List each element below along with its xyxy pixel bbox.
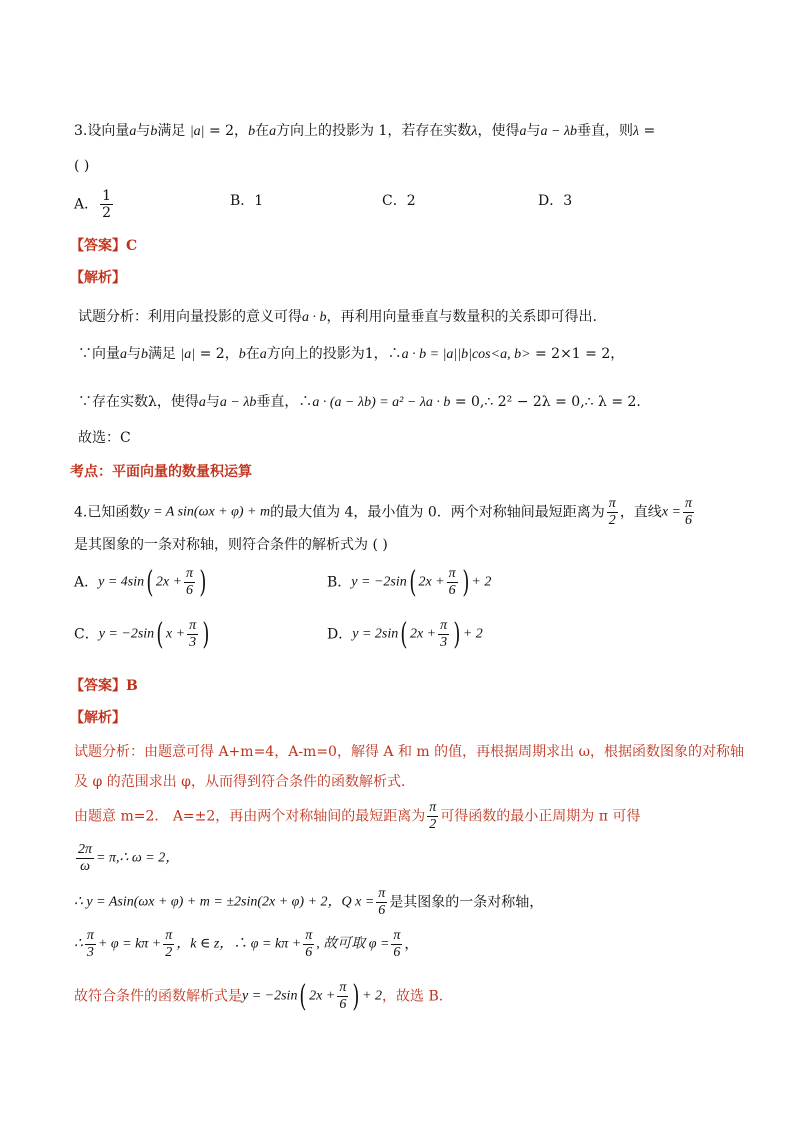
q4-analysis-text: 故符合条件的函数解析式是	[74, 988, 242, 1005]
plus-two: + 2	[462, 626, 483, 642]
plus-two: + 2	[471, 574, 492, 590]
q3-stem-text: 3.设向量	[74, 123, 130, 139]
q3-answer: 【答案】C	[70, 238, 138, 254]
denominator: ω	[80, 859, 90, 874]
paren-close: )	[462, 564, 470, 600]
q3-analysis-text: ，再利用向量垂直与数量积的关系即可得出.	[326, 309, 597, 325]
lambda: λ	[633, 124, 640, 139]
numerator: π	[440, 618, 448, 633]
q3-analysis-text: 垂直，∴	[256, 394, 313, 410]
q4-analysis-text: ，故选 B.	[382, 988, 444, 1005]
vec-b: b	[150, 124, 158, 139]
dot-expansion: a · b = |a||b|cos<a, b>	[401, 347, 531, 362]
fraction-pi-6	[303, 928, 314, 961]
numerator: π	[378, 886, 386, 901]
denominator: 6	[684, 513, 692, 528]
vec-b: b	[238, 347, 246, 362]
paren-open: (	[409, 564, 417, 600]
denominator: 3	[86, 945, 94, 960]
numerator: π	[393, 928, 401, 943]
numerator: π	[165, 928, 173, 943]
numerator: π	[189, 618, 197, 633]
q4-option-a	[74, 566, 209, 602]
denominator: 6	[393, 945, 401, 960]
fraction-pi-3	[187, 618, 198, 651]
option-label: D．	[327, 626, 353, 643]
q4-analysis-7	[74, 980, 443, 1020]
lambda: λ	[471, 124, 478, 139]
q4-analysis-text: + φ = kπ +	[97, 936, 162, 952]
vec-a: a	[269, 124, 277, 139]
paren-open: (	[146, 564, 154, 600]
numerator: π	[608, 496, 616, 511]
q3-point: 考点：平面向量的数量积运算	[70, 464, 252, 480]
denominator: 2	[102, 205, 112, 221]
q3-analysis-text: 与	[127, 346, 141, 362]
denominator: 6	[186, 583, 194, 598]
q4-analysis-6	[74, 928, 418, 964]
q3-analysis-text: = 0,∴ 2² − 2λ = 0,∴ λ = 2.	[454, 394, 641, 410]
denominator: 2	[429, 817, 437, 832]
numerator: π	[684, 496, 692, 511]
option-label: A．	[74, 196, 99, 213]
q3-analysis-text: 试题分析：利用向量投影的意义可得	[78, 309, 302, 325]
q3-analysis-text: ∵向量	[78, 346, 120, 362]
q3-stem-text: ，使得	[477, 123, 520, 139]
fraction-pi-3	[85, 928, 96, 961]
q3-option-a	[74, 188, 115, 222]
fraction-pi-6	[391, 928, 402, 961]
fraction-pi-6	[337, 980, 348, 1013]
option-label: C．	[74, 626, 99, 643]
arg: 2x +	[309, 988, 336, 1004]
q3-analysis-text: 满足	[148, 346, 176, 362]
fraction-pi-6	[683, 496, 694, 529]
q3-paren: ( )	[74, 158, 90, 174]
q4-option-b	[327, 566, 491, 602]
vec-a: a	[259, 347, 267, 362]
q3-option-d: D．3	[538, 193, 573, 209]
vec-a: a	[198, 395, 206, 410]
numerator: π	[86, 928, 94, 943]
option-c-expr: y = −2sin	[98, 626, 155, 642]
q4-analysis-text: 可得函数的最小正周期为 π 可得	[440, 808, 641, 825]
vec-expr: a − λb	[540, 124, 578, 139]
vec-a: a	[120, 347, 127, 362]
q4-analysis-text: 由题意 m=2． A=±2，再由两个对称轴间的最短距离为	[74, 808, 426, 825]
denominator: 6	[448, 583, 456, 598]
paren-close: )	[352, 978, 360, 1014]
numerator: 2π	[78, 842, 93, 857]
plus-two: + 2	[362, 988, 383, 1004]
vec-b: b	[248, 124, 256, 139]
q3-option-c: C．2	[382, 193, 416, 209]
arg: x +	[165, 626, 186, 642]
paren-open: (	[400, 616, 408, 652]
option-b-expr: y = −2sin	[351, 574, 407, 590]
fraction-2pi-omega	[76, 842, 94, 875]
q4-analysis-4	[74, 842, 179, 878]
q4-stem	[74, 496, 696, 530]
q4-analysis-text: ∴	[74, 936, 83, 952]
abs-a: |a|	[180, 347, 196, 362]
dot-product: a · b	[302, 310, 327, 325]
q4-analysis-1: 试题分析：由题意可得 A+m=4，A-m=0，解得 A 和 m 的值，再根据周期求出 ω，根据函数图象的对称轴	[74, 744, 745, 760]
option-label: B．	[327, 574, 352, 591]
q4-analysis-text: ，k ∈ z，∴ φ = kπ +	[176, 936, 302, 952]
vec-expr: a − λb	[219, 395, 257, 410]
q4-stem-text: ，直线	[619, 504, 662, 521]
denominator: 6	[378, 903, 386, 918]
q4-analysis-text: , 故可取 φ =	[316, 936, 390, 952]
q4-analysis-2: 及 φ 的范围求出 φ，从而得到符合条件的函数解析式．	[74, 774, 415, 790]
q4-analysis-text: ，	[404, 936, 419, 953]
fraction-half	[100, 188, 113, 221]
q3-analysis-text: = 2×1 = 2，	[534, 346, 625, 362]
q4-analysis-3	[74, 800, 640, 836]
q3-analysis-title: 【解析】	[70, 270, 126, 286]
option-a-expr: y = 4sin	[98, 574, 145, 590]
q4-stem-2: 是其图象的一条对称轴，则符合条件的解析式为 ( )	[74, 537, 388, 553]
q3-stem-text: =	[643, 123, 656, 139]
fraction-pi-2	[163, 928, 174, 961]
arg: 2x +	[418, 574, 445, 590]
vec-a: a	[129, 124, 137, 139]
q3-analysis-2	[78, 344, 624, 365]
q3-stem-text: 在	[255, 123, 270, 139]
vec-a: a	[519, 124, 527, 139]
q3-option-b: B．1	[230, 193, 264, 209]
q4-stem-text: 4.已知函数	[74, 504, 144, 521]
numerator: π	[448, 566, 456, 581]
paren-close: )	[453, 616, 461, 652]
q4-stem-text: 的最大值为 4，最小值为 0．两个对称轴间最短距离为	[270, 504, 605, 521]
denominator: 3	[440, 635, 448, 650]
q3-stem-text: 与	[136, 123, 151, 139]
fraction-pi-3	[438, 618, 449, 651]
denominator: 6	[339, 997, 347, 1012]
fraction-pi-6	[376, 886, 387, 919]
func-expr: y = A sin(ωx + φ) + m	[143, 504, 271, 520]
q4-answer: 【答案】B	[70, 678, 138, 694]
q4-analysis-text: 是其图象的一条对称轴，	[389, 894, 544, 911]
q4-option-c	[74, 618, 212, 654]
paren-close: )	[199, 564, 207, 600]
q3-analysis-text: 在	[245, 346, 260, 362]
denominator: 6	[305, 945, 313, 960]
q3-analysis-3	[78, 392, 641, 413]
line-x: x =	[661, 504, 681, 520]
q3-stem-text: 方向上的投影为 1，若存在实数	[276, 123, 472, 139]
numerator: 1	[102, 188, 112, 204]
numerator: π	[339, 980, 347, 995]
q3-analysis-text: 方向上的投影为1，∴	[266, 346, 402, 362]
abs-a: |a|	[189, 124, 205, 139]
numerator: π	[429, 800, 437, 815]
paren-open: (	[299, 978, 307, 1014]
arg: 2x +	[155, 574, 183, 590]
paren-open: (	[156, 616, 164, 652]
numerator: π	[186, 566, 194, 581]
q3-stem-text: 垂直，则	[577, 123, 634, 139]
q4-analysis-5	[74, 886, 543, 922]
fraction-pi-2	[607, 496, 618, 529]
q3-stem-text: = 2，	[208, 123, 249, 139]
q4-option-d	[327, 618, 483, 654]
q3-analysis-text: ∵存在实数λ，使得	[78, 394, 199, 410]
q3-stem-text: 与	[526, 123, 541, 139]
q3-analysis-text: = 2，	[199, 346, 239, 362]
q4-analysis-text: = π,∴ ω = 2，	[96, 850, 180, 866]
paren-close: )	[202, 616, 210, 652]
fraction-pi-2	[427, 800, 438, 833]
perp-expansion: a · (a − λb) = a² − λa · b	[312, 395, 451, 410]
denominator: 2	[608, 513, 616, 528]
denominator: 2	[165, 945, 173, 960]
fraction-pi-6	[184, 566, 195, 599]
q4-analysis-text: ∴ y = Asin(ωx + φ) + m = ±2sin(2x + φ) + 2，Q x =	[74, 894, 375, 910]
q3-analysis-1	[78, 307, 597, 328]
vec-b: b	[141, 347, 148, 362]
q3-analysis-text: 与	[205, 394, 220, 410]
option-d-expr: y = 2sin	[352, 626, 399, 642]
final-expr: y = −2sin	[242, 988, 298, 1004]
arg: 2x +	[409, 626, 437, 642]
q3-stem	[74, 121, 655, 142]
option-label: A．	[74, 574, 99, 591]
q3-choose: 故选：C	[78, 430, 131, 446]
denominator: 3	[189, 635, 197, 650]
fraction-pi-6	[447, 566, 458, 599]
q4-analysis-title: 【解析】	[70, 710, 126, 726]
numerator: π	[305, 928, 313, 943]
q3-stem-text: 满足	[157, 123, 186, 139]
